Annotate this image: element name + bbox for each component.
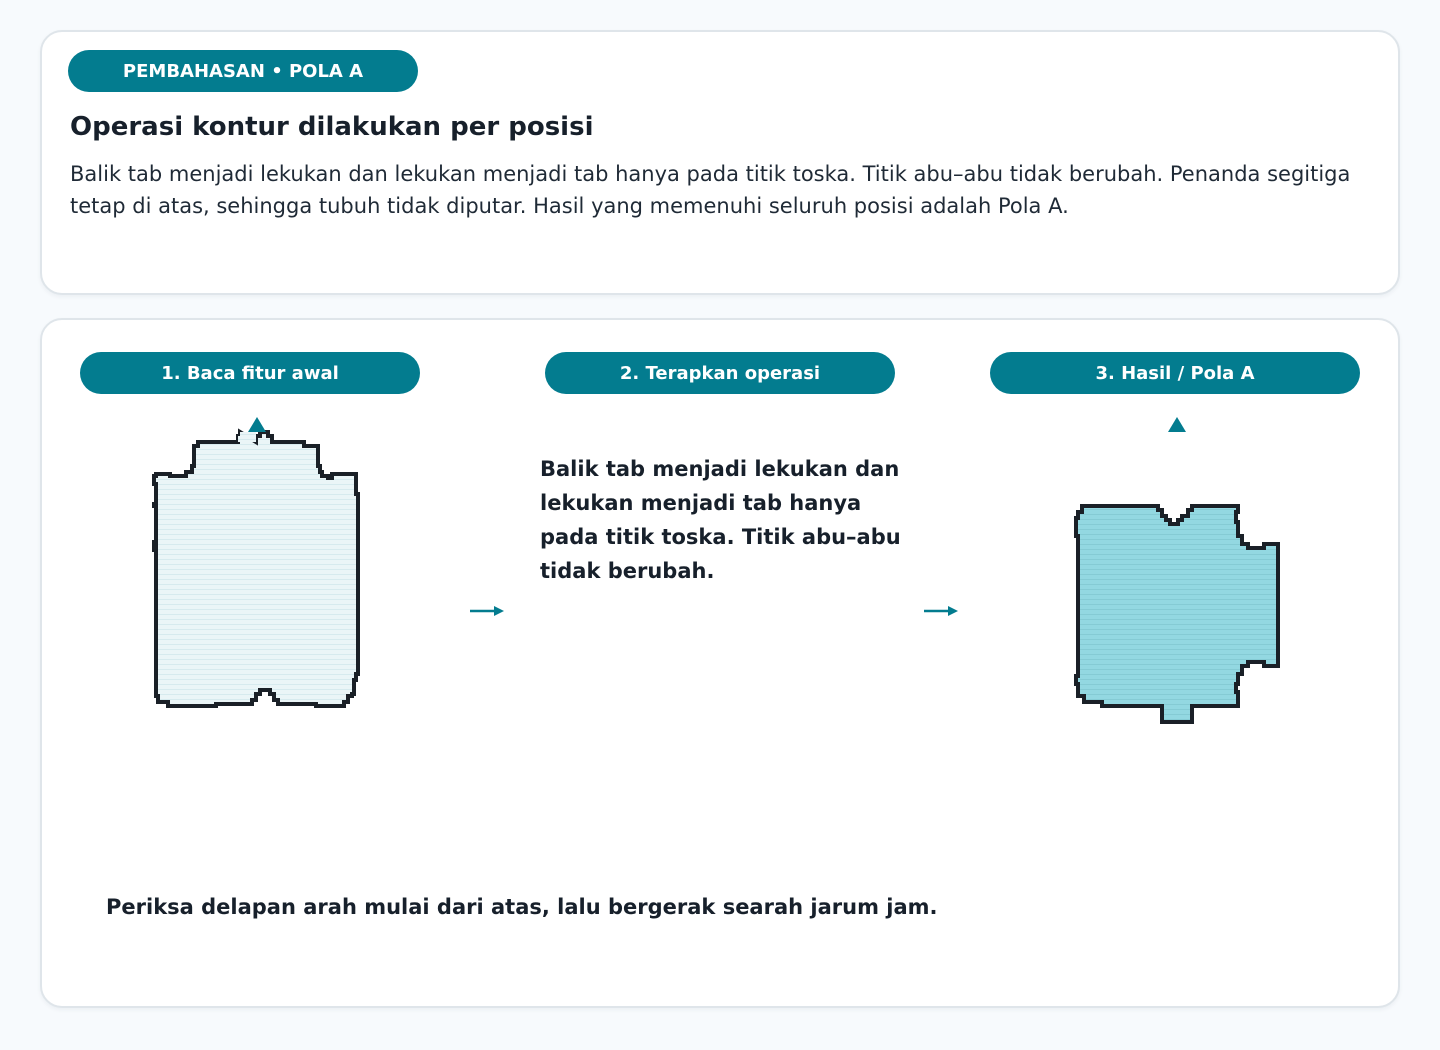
arrow-right-icon [924, 606, 958, 616]
step-label-apply: 2. Terapkan operasi [545, 352, 895, 394]
instruction-note: Periksa delapan arah mulai dari atas, lalu bergerak searah jarum jam. [106, 895, 938, 919]
triangle-up-icon [248, 417, 266, 432]
section-badge: PEMBAHASAN • POLA A [68, 50, 418, 92]
explanation-title: Operasi kontur dilakukan per posisi [70, 112, 594, 142]
steps-card [40, 318, 1400, 1008]
step-label-read: 1. Baca fitur awal [80, 352, 420, 394]
operation-text: Balik tab menjadi lekukan dan lekukan menjadi tab hanya pada titik toska. Titik abu–abu tidak berubah. [540, 457, 901, 583]
result-shape [1076, 506, 1278, 722]
step-label-result: 3. Hasil / Pola A [990, 352, 1360, 394]
initial-shape [154, 432, 358, 706]
arrow-right-icon [470, 606, 504, 616]
explanation-text: Balik tab menjadi lekukan dan lekukan menjadi tab hanya pada titik toska. Titik abu–abu tidak berubah. Penanda segitiga tetap di atas, sehingga tubuh tidak diputar. Hasil yang memenuhi seluruh posisi adalah Pola A. [70, 162, 1351, 218]
triangle-up-icon [1168, 417, 1186, 432]
explanation-card [40, 30, 1400, 295]
